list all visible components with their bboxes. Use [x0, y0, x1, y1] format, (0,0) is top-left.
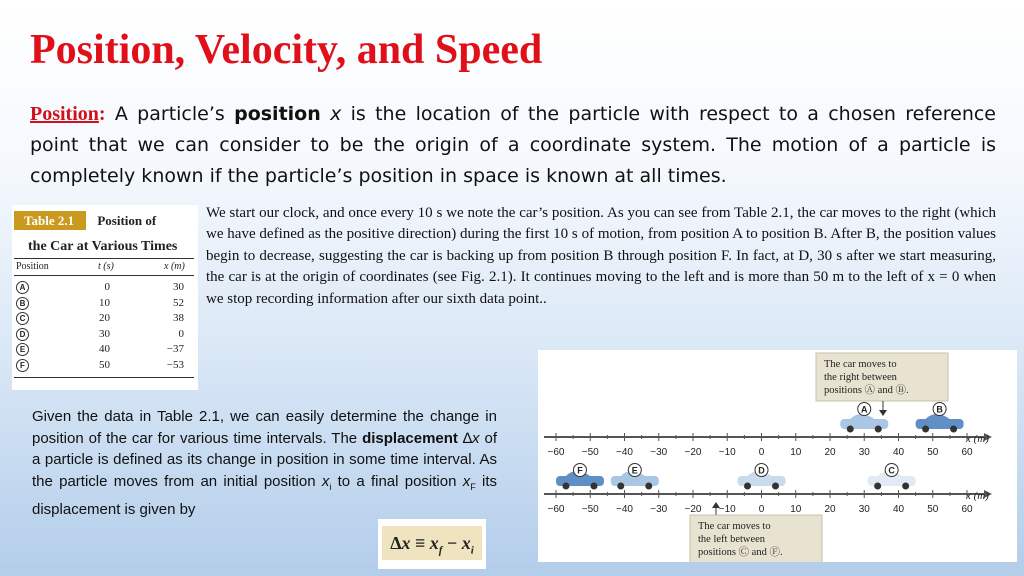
col-position: Position: [16, 261, 49, 272]
bottom-axis-tick-label: 0: [758, 504, 765, 515]
marker-e-letter: E: [631, 465, 638, 476]
table-badge: Table 2.1: [14, 211, 86, 230]
top-axis-tick-label: 30: [858, 447, 870, 458]
intro-text-1: A particle’s: [105, 103, 235, 125]
top-axis-tick-label: −40: [616, 447, 633, 458]
top-axis-tick-label: −10: [718, 447, 736, 458]
row-label: A: [16, 281, 29, 294]
bottom-axis-tick-label: 40: [892, 504, 905, 515]
marker-f-letter: F: [577, 465, 583, 476]
motion-figure: [538, 350, 1017, 562]
para3-text-5: its displacement is given by: [32, 473, 497, 518]
car-a-wheel: [875, 426, 882, 433]
para3-text-2: ∆: [457, 429, 473, 447]
row-time: 30: [99, 327, 110, 340]
formula-text: [382, 526, 482, 560]
intro-text-2: [321, 103, 330, 125]
car-c-wheel: [902, 483, 909, 490]
row-time: 10: [99, 296, 110, 309]
formula-part: f: [438, 544, 443, 557]
displacement-term: displacement: [362, 429, 458, 447]
top-axis-tick-label: −30: [650, 447, 668, 458]
top-axis-tick-label: 60: [961, 447, 973, 458]
row-label: B: [16, 297, 29, 310]
table-rule-top: [14, 258, 194, 259]
formula-part: Δ: [390, 533, 402, 553]
row-label: C: [16, 312, 29, 325]
marker-a-letter: A: [861, 404, 868, 415]
row-position: −37: [166, 343, 184, 355]
xf-variable: x: [462, 473, 471, 491]
para3-text-4: to a final position: [331, 473, 463, 491]
row-label: D: [16, 328, 29, 341]
page-title: Position, Velocity, and Speed: [30, 27, 543, 73]
position-bold: position: [234, 103, 321, 125]
top-axis-label: x (m): [966, 433, 989, 445]
callout-top-line: positions Ⓐ and Ⓑ.: [824, 385, 909, 396]
row-position: 52: [173, 296, 184, 309]
formula-part: ≡: [410, 533, 430, 553]
row-position: −53: [166, 358, 184, 371]
callout-bottom-line: The car moves to: [698, 521, 771, 532]
table-row: [14, 281, 194, 295]
row-time: 0: [104, 281, 110, 293]
car-f-wheel: [590, 483, 597, 490]
car-description: We start our clock, and once every 10 s we note the car’s position. As you can see from Table 2.1, the car moves to the right (which we have defined as the positive direction) during the first 10 s of motion, from position A to position B. After B, the position values begin to decrease, suggesting the car is backing up from position B through position F. In fact, at D, 30 s after we start measuring, the car is at the origin of coordinates (see Fig. 2.1). It continues moving to the left and is more than 50 m to the left of x = 0 when we stop recording information after our sixth data point..: [206, 205, 996, 307]
row-label: F: [16, 359, 29, 372]
bottom-axis-tick-label: −20: [684, 504, 702, 515]
formula-part: x: [429, 533, 439, 553]
table-row: [14, 297, 194, 311]
position-term: Position: [30, 103, 99, 125]
bottom-axis-tick-label: −40: [616, 504, 633, 515]
bottom-axis-label: x (m): [966, 490, 989, 502]
top-axis-tick-label: 0: [758, 447, 765, 458]
table-row: [14, 328, 194, 342]
row-position: 0: [178, 327, 184, 340]
car-c-wheel: [874, 483, 881, 490]
bottom-axis-tick-label: −60: [547, 504, 565, 515]
top-axis-tick-label: 20: [824, 447, 836, 458]
top-axis-tick-label: −60: [547, 447, 565, 458]
bottom-axis-tick-label: −30: [650, 504, 668, 515]
bottom-axis-tick-label: 60: [961, 504, 973, 515]
car-b-wheel: [950, 426, 957, 433]
callout-bottom-line: the left between: [698, 534, 766, 545]
formula-part: x: [401, 533, 411, 553]
bottom-axis-tick-label: 30: [858, 504, 870, 515]
table-row: [14, 343, 194, 357]
xi-subscript: i: [329, 482, 332, 493]
col-x: x (m): [164, 261, 185, 272]
table-row: [14, 312, 194, 326]
row-time: 40: [99, 343, 110, 355]
callout-top-line: the right between: [824, 372, 897, 383]
callout-bottom-line: positions Ⓒ and Ⓕ.: [698, 547, 783, 558]
car-a-wheel: [847, 426, 854, 433]
position-colon: :: [98, 103, 106, 125]
table-rule-mid: [14, 275, 194, 276]
intro-text-3: is the location of the particle with respect to a chosen reference point that we can consider to be the origin of a coordinate system. The motion of a particle is completely known if the particle’s position in space is known at all times.: [30, 103, 996, 187]
callout-top-arrowhead: [879, 410, 887, 416]
table-caption-2: the Car at Various Times: [28, 239, 178, 254]
table-caption-1: Position of: [97, 213, 157, 228]
row-position: 30: [173, 281, 184, 293]
row-label: E: [16, 343, 29, 356]
car-e-wheel: [645, 483, 652, 490]
marker-b-letter: B: [936, 404, 943, 415]
xf-subscript: F: [470, 482, 476, 493]
table-row: [14, 359, 194, 373]
table-rule-bottom: [14, 377, 194, 378]
bottom-axis-tick-label: 20: [824, 504, 836, 515]
bottom-axis-tick-label: 50: [927, 504, 939, 515]
car-e-wheel: [617, 483, 624, 490]
top-axis-tick-label: −50: [581, 447, 599, 458]
top-axis-tick-label: 50: [927, 447, 939, 458]
position-table: [12, 205, 198, 390]
bottom-axis-tick-label: 10: [790, 504, 802, 515]
formula-part: i: [470, 544, 474, 557]
displacement-paragraph: [32, 406, 497, 521]
xi-variable: x: [321, 473, 330, 491]
row-position: 38: [173, 312, 184, 324]
bottom-axis-tick-label: −50: [581, 504, 599, 515]
car-f-wheel: [562, 483, 569, 490]
bottom-axis-tick-label: −10: [718, 504, 736, 515]
table-header: [14, 213, 156, 229]
col-t: t (s): [98, 261, 114, 272]
formula-part: x: [461, 533, 471, 553]
row-time: 20: [99, 312, 110, 324]
displacement-formula: [378, 519, 486, 569]
formula-part: −: [442, 533, 462, 553]
para3-text-1: Given the data in Table 2.1, we can easily determine the change in position of the car for various time intervals. The: [32, 408, 497, 447]
motion-diagram: [538, 350, 1017, 562]
top-axis-tick-label: 10: [790, 447, 802, 458]
top-axis-tick-label: −20: [684, 447, 702, 458]
marker-c-letter: C: [888, 465, 895, 476]
intro-paragraph: [30, 99, 996, 192]
marker-d-letter: D: [758, 465, 765, 476]
position-variable: x: [330, 103, 342, 125]
row-time: 50: [99, 358, 110, 371]
car-d-wheel: [772, 483, 779, 490]
delta-x-variable: x: [472, 429, 480, 447]
callout-top-line: The car moves to: [824, 359, 897, 370]
car-b-wheel: [922, 426, 929, 433]
car-d-wheel: [744, 483, 751, 490]
top-axis-tick-label: 40: [892, 447, 905, 458]
para3-text-3: of a particle is defined as its change in position in some time interval. As the particle moves from an initial position: [32, 429, 497, 491]
